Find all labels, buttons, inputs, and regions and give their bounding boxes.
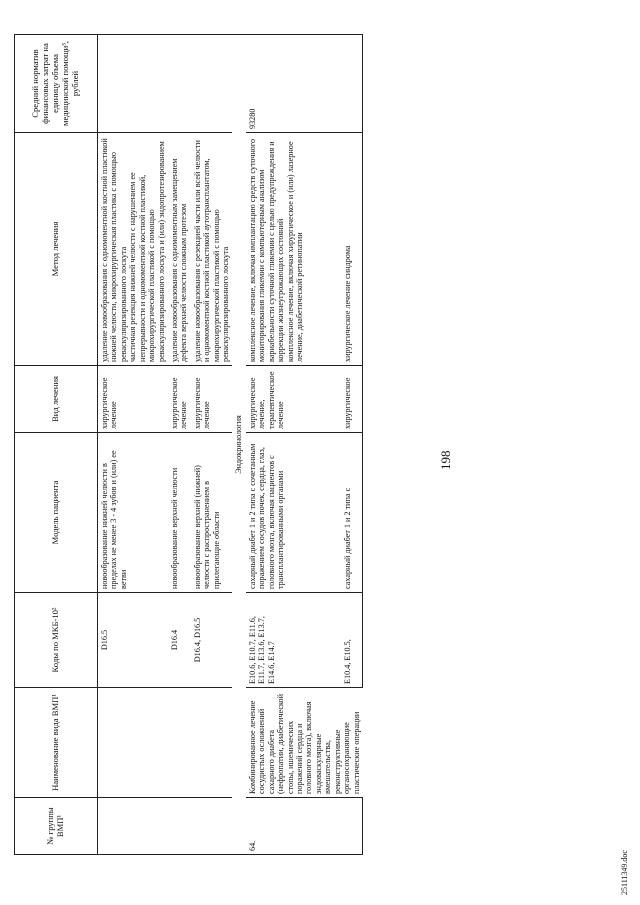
header-patient-model: Модель пациента: [15, 433, 98, 593]
type-cell: хирургическое лечение: [168, 366, 191, 433]
table-row: [246, 35, 341, 855]
header-group-no: № группы ВМП¹: [15, 798, 98, 855]
method-item: частичная резекция нижней челюсти с нарушением ее непрерывности и одномоментной костной пластикой, микрохирургической пластикой с помощью реваскуляризированного лоскута и (или) эндопротезированием: [128, 141, 166, 362]
footer-filename: 25111349.doc: [620, 850, 629, 895]
method-item: хирургическое лечение синдрома: [343, 245, 353, 362]
table-row: [98, 35, 168, 855]
section-title: Эндокринология: [232, 35, 245, 855]
cost-cell: 93280: [246, 35, 341, 133]
icd-cell: D16.5: [98, 593, 168, 688]
icd-cell: D16.4, D16.5: [191, 593, 233, 688]
model-cell: сахарный диабет 1 и 2 типа с сочетанным поражением сосудов почек, сердца, глаз, головного мозга, включая пациентов с трансплантированными органами: [246, 433, 341, 593]
model-cell: сахарный диабет 1 и 2 типа с: [341, 433, 363, 593]
table-row: [191, 35, 233, 855]
type-cell: хирургическое лечение: [98, 366, 168, 433]
vmp-table: [14, 34, 363, 855]
header-vmp-name: Наименование вида ВМП¹: [15, 688, 98, 798]
vmp-name-cell: Комбинированное лечение сосудистых осложнений сахарного диабета (нефропатии, диабетической стопы, ишемических поражений сердца и головного мозга), включая эндоваскулярные вмешательства, реконструктивные органосохраняющие пластические операции: [246, 688, 363, 798]
type-cell: хирургическое: [341, 366, 363, 433]
model-cell: новообразование верхней челюсти: [168, 433, 191, 593]
method-cell: [246, 133, 341, 366]
method-item: комплексное лечение, включая хирургическое и (или) лазерное лечение, диабетической ретинопатии: [285, 141, 305, 362]
method-item: удаление новообразования с одномоментным замещением дефекта верхней челюсти сложным протезом: [169, 158, 189, 362]
header-icd-codes: Коды по МКБ-10²: [15, 593, 98, 688]
type-cell: хирургическое лечение, терапевтическое лечение: [246, 366, 341, 433]
model-cell: новообразование нижней челюсти в пределах не менее 3 - 4 зубов и (или) ее ветви: [98, 433, 168, 593]
section-row: [232, 35, 245, 855]
method-cell: [341, 133, 363, 366]
page-number: 198: [438, 450, 453, 470]
header-treatment-method: Метод лечения: [15, 133, 98, 366]
model-cell: новообразование верхней (нижней) челюсти с распространением в прилегающие области: [191, 433, 233, 593]
method-cell: [98, 133, 168, 366]
type-cell: хирургическое лечение: [191, 366, 233, 433]
method-item: удаление новообразования с одномоментной костной пластикой нижней челюсти, микрохирургическая пластика с помощью реваскуляризированного лоскута: [100, 138, 128, 362]
table-row: [168, 35, 191, 855]
group-number: 64.: [246, 798, 341, 855]
method-cell: [168, 133, 191, 366]
header-row: [15, 35, 98, 855]
header-avg-cost: Средний норматив финансовых затрат на единицу объема медицинской помощи³, рублей: [15, 35, 98, 133]
method-cell: [191, 133, 233, 366]
icd-cell: E10.4, E10.5,: [341, 593, 363, 688]
method-item: удаление новообразования с резекцией части или всей челюсти и одномоментной костной пластикой аутотрансплантатом, микрохирургической пластикой с помощью реваскуляризированного лоскута: [192, 140, 231, 362]
header-treatment-type: Вид лечения: [15, 366, 98, 433]
icd-cell: E10.6, E10.7, E11.6, E11.7, E13.6, E13.7, E14.6, E14.7: [246, 593, 341, 688]
icd-cell: D16.4: [168, 593, 191, 688]
method-item: комплексное лечение, включая имплантацию средств суточного мониторирования гликемии с компьютерным анализом вариабельности суточной гликемии с целью предупреждения и коррекции жизнеугрожающих состояний: [247, 138, 286, 362]
